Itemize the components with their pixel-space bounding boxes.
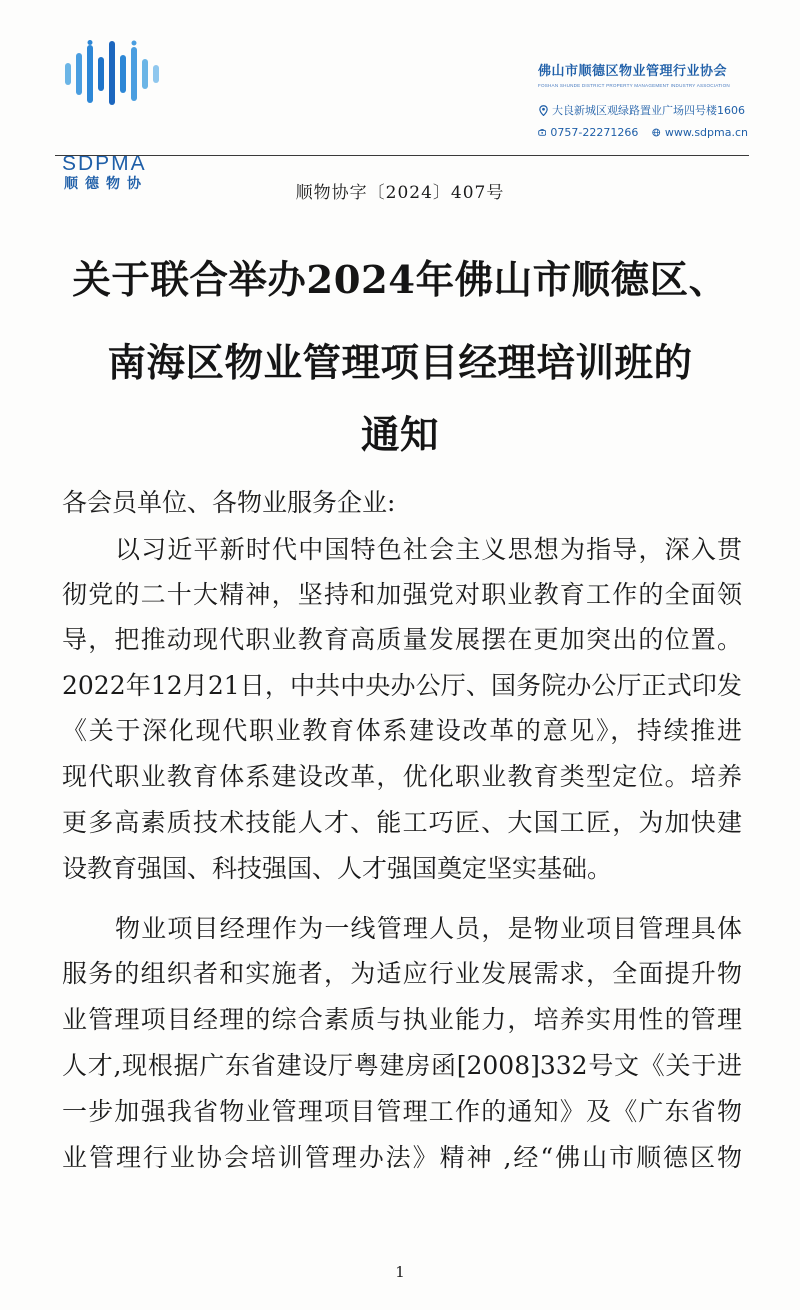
paragraph-2-line: 一步加强我省物业管理项目管理工作的通知》及《广东省物 [62,1097,742,1126]
paragraph-1-line: 更多高素质技术技能人才、能工巧匠、大国工匠，为加快建 [62,808,742,837]
organization-name-english: FOSHAN SHUNDE DISTRICT PROPERTY MANAGEMENT INDUSTRY ASSOCIATION [538,83,730,88]
location-icon [538,105,549,116]
document-title-line-2: 南海区物业管理项目经理培训班的 [107,341,693,386]
paragraph-1-line: 以习近平新时代中国特色社会主义思想为指导，深入贯 [115,535,742,564]
address-row [538,102,748,118]
salutation: 各会员单位、各物业服务企业: [62,488,396,517]
paragraph-1-line: 导，把推动现代职业教育高质量发展摆在更加突出的位置。 [62,625,742,654]
paragraph-1-line: 现代职业教育体系建设改革，优化职业教育类型定位。培养 [62,762,742,791]
logo-chinese-name: 顺德物协 [64,176,148,192]
paragraph-1-line: 彻党的二十大精神，坚持和加强党对职业教育工作的全面领 [62,580,742,609]
phone-text: 0757-22271266 [550,126,639,139]
globe-icon [652,127,660,138]
phone-web-row [538,126,748,139]
paragraph-1-line: 设教育强国、科技强国、人才强国奠定坚实基础。 [62,854,613,883]
paragraph-2-line: 业管理行业协会培训管理办法》精神 ,经“佛山市顺德区物 [62,1143,742,1172]
paragraph-1-line: 2022年12月21日，中共中央办公厅、国务院办公厅正式印发 [62,671,742,700]
organization-info [538,60,748,139]
page-number: 1 [395,1263,405,1281]
logo-mark-icon [62,40,162,106]
paragraph-1-line: 《关于深化现代职业教育体系建设改革的意见》，持续推进 [62,716,742,745]
logo-abbreviation: SDPMA [62,152,147,175]
sdpma-logo [58,40,178,192]
paragraph-2-line: 人才,现根据广东省建设厅粤建房函[2008]332号文《关于进 [62,1051,742,1080]
website-text[interactable]: www.sdpma.cn [664,126,748,139]
paragraph-2-line: 业管理项目经理的综合素质与执业能力，培养实用性的管理 [62,1005,742,1034]
organization-name: 佛山市顺德区物业管理行业协会 [538,64,728,79]
paragraph-2-line: 物业项目经理作为一线管理人员，是物业项目管理具体 [115,914,742,943]
phone-icon [538,127,546,138]
paragraph-2-line: 服务的组织者和实施者，为适应行业发展需求，全面提升物 [62,959,742,988]
letterhead-divider [55,155,749,156]
document-number: 顺物协字〔2024〕407号 [295,183,505,203]
document-title-line-1: 关于联合举办2024年佛山市顺德区、 [72,258,728,303]
address-text: 大良新城区观绿路置业广场四号楼1606 [552,104,745,117]
document-title-line-3: 通知 [360,413,439,458]
